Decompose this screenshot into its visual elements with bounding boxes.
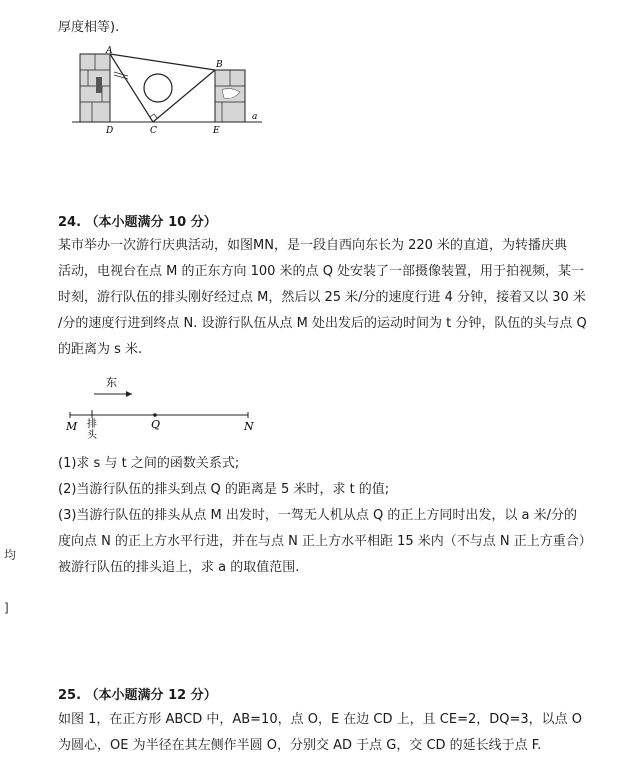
east-arrow-head — [126, 391, 132, 397]
label-Q: Q — [151, 418, 161, 431]
label-N: N — [244, 420, 254, 433]
q24-number-line-diagram — [58, 372, 268, 440]
q24-part-3-line-2: 度向点 N 的正上方水平行进，并在与点 N 正上方水平相距 15 米内（不与点 N 正上方重合） — [58, 534, 592, 549]
segment-AB — [110, 54, 215, 70]
label-C: C — [150, 126, 157, 136]
margin-mark-2: ] — [4, 601, 9, 615]
q23-tail-text: 厚度相等). — [58, 20, 120, 35]
q24-line-3: 时刻，游行队伍的排头刚好经过点 M，然后以 25 米/分的速度行进 4 分钟，接着又以 30 米 — [58, 290, 586, 305]
label-A: A — [106, 46, 113, 56]
q24-part-1: (1)求 s 与 t 之间的函数关系式; — [58, 456, 240, 471]
segment-AC — [110, 54, 153, 122]
q25-heading: 25. （本小题满分 12 分） — [58, 688, 217, 703]
label-B: B — [216, 60, 223, 70]
q24-problem-text — [58, 233, 587, 363]
q23-geometry-figure — [70, 44, 270, 139]
left-wall — [80, 54, 110, 122]
right-wall — [215, 70, 245, 122]
q25-problem-text — [58, 707, 582, 759]
label-a: a — [252, 112, 258, 122]
q25-line-1: 如图 1，在正方形 ABCD 中，AB=10，点 O，E 在边 CD 上，且 CE=2，DQ=3，以点 O — [58, 712, 583, 727]
q24-part-3-line-3: 被游行队伍的排头追上，求 a 的取值范围. — [58, 560, 300, 575]
east-label: 东 — [106, 376, 117, 389]
head-label-2: 头 — [87, 430, 97, 440]
q24-line-4: /分的速度行进到终点 N. 设游行队伍从点 M 处出发后的运动时间为 t 分钟，队伍的头与点 Q — [58, 316, 587, 331]
head-label-1: 排 — [87, 419, 97, 430]
q24-heading: 24. （本小题满分 10 分） — [58, 215, 217, 230]
label-M: M — [66, 420, 78, 433]
segment-CB — [153, 70, 215, 122]
q24-line-1: 某市举办一次游行庆典活动，如图MN，是一段自西向东长为 220 米的直道，为转播庆典 — [58, 238, 568, 253]
margin-mark-1: 均 — [4, 548, 17, 562]
label-E: E — [213, 126, 220, 136]
q25-line-2: 为圆心，OE 为半径在其左侧作半圆 O，分别交 AD 于点 G，交 CD 的延长线于点 F. — [58, 738, 542, 753]
q24-line-2: 活动，电视台在点 M 的正东方向 100 米的点 Q 处安装了一部摄像装置，用于拍视频，某一 — [58, 264, 585, 279]
q24-line-5: 的距离为 s 米. — [58, 342, 143, 357]
point-Q-dot — [153, 413, 157, 417]
q24-part-2: (2)当游行队伍的排头到点 Q 的距离是 5 米时，求 t 的值; — [58, 482, 390, 497]
circle — [144, 74, 172, 102]
q24-parts — [58, 451, 592, 581]
q24-part-3-line-1: (3)当游行队伍的排头从点 M 出发时，一驾无人机从点 Q 的正上方同时出发，以 a 米/分的 — [58, 508, 578, 523]
label-D: D — [106, 126, 114, 136]
